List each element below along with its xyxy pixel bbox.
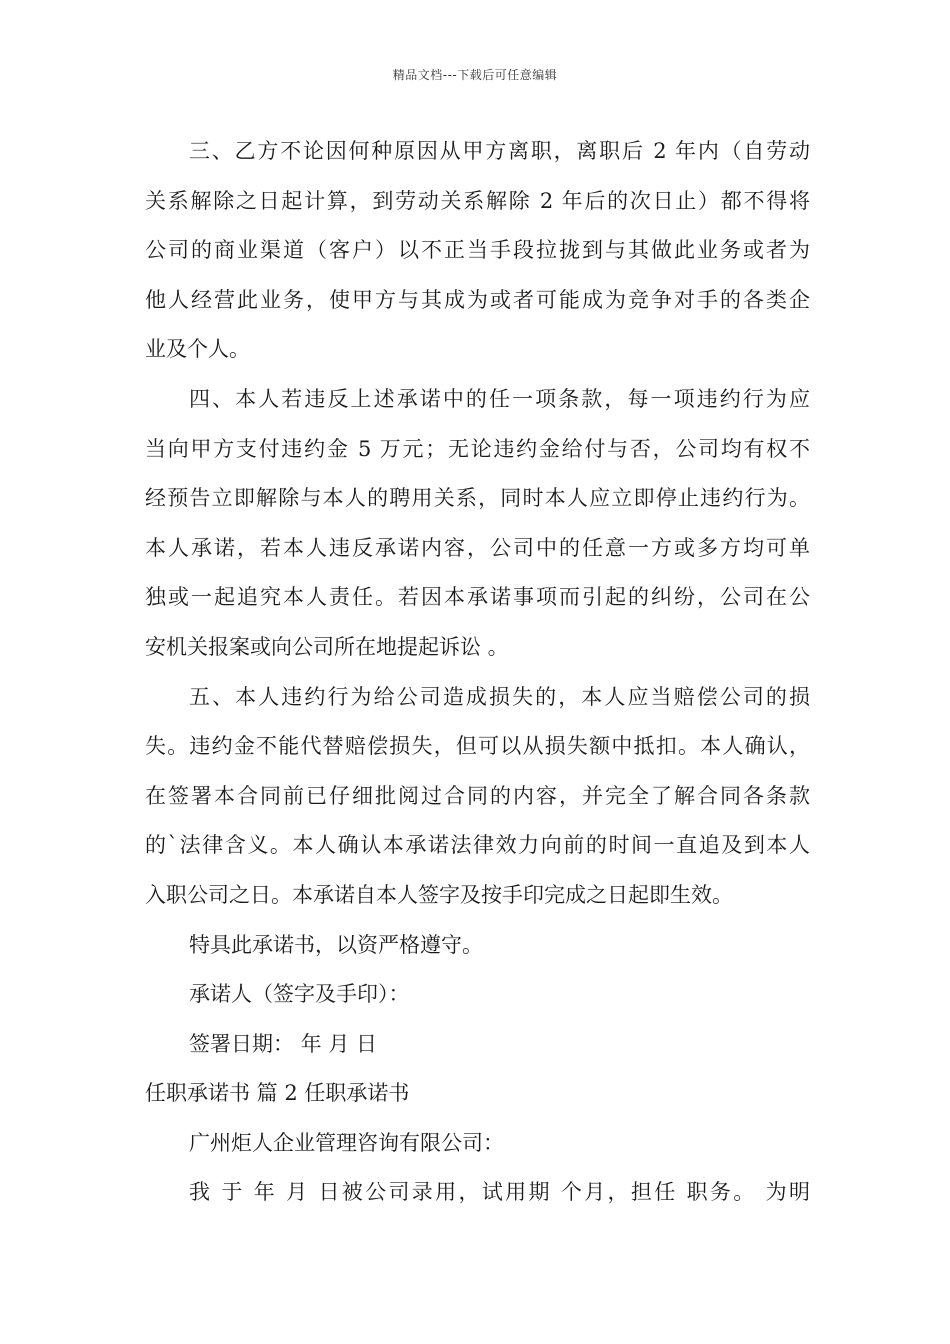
page-header: 精品文档---下载后可任意编辑 [392, 68, 558, 82]
clause-4-line-1: 四、本人若违反上述承诺中的任一项条款，每一项违约行为应 [189, 386, 810, 411]
clause-5-line-1: 五、本人违约行为给公司造成损失的，本人应当赔偿公司的损 [189, 684, 810, 709]
clause-3-line-5: 业及个人。 [145, 337, 250, 362]
clause-3-line-2: 关系解除之日起计算，到劳动关系解除 2 年后的次日止）都不得将 [145, 188, 810, 213]
clause-4-line-2: 当向甲方支付违约金 5 万元；无论违约金给付与否，公司均有权不 [145, 436, 810, 461]
clause-5-line-3: 在签署本合同前已仔细批阅过合同的内容，并完全了解合同各条款 [145, 783, 810, 808]
closing-statement: 特具此承诺书，以资严格遵守。 [189, 932, 483, 957]
clause-4-line-6: 安机关报案或向公司所在地提起诉讼 。 [145, 634, 509, 659]
promisor-signature-line: 承诺人（签字及手印）： [189, 982, 410, 1007]
addressee-line: 广州炬人企业管理咨询有限公司： [189, 1130, 504, 1155]
clause-3-line-3: 公司的商业渠道（客户）以不正当手段拉拢到与其做此业务或者为 [145, 238, 810, 263]
clause-5-line-2: 失。违约金不能代替赔偿损失，但可以从损失额中抵扣。本人确认， [145, 734, 810, 759]
document-body [145, 127, 810, 1218]
clause-3-line-1: 三、乙方不论因何种原因从甲方离职，离职后 2 年内（自劳动 [189, 139, 810, 163]
clause-4-line-5: 独或一起追究本人责任。若因本承诺事项而引起的纠纷，公司在公 [145, 585, 810, 610]
signing-date-line: 签署日期： 年 月 日 [189, 1031, 378, 1056]
section-title: 任职承诺书 篇 2 任职承诺书 [145, 1081, 410, 1106]
body-first-line: 我 于 年 月 日被公司录用，试用期 个月，担任 职务。 为明 [189, 1180, 810, 1205]
clause-5-line-4: 的`法律含义。本人确认本承诺法律效力向前的时间一直追及到本人 [145, 833, 810, 858]
clause-5-line-5: 入职公司之日。本承诺自本人签字及按手印完成之日起即生效。 [145, 882, 733, 907]
clause-3-line-4: 他人经营此业务，使甲方与其成为或者可能成为竞争对手的各类企 [145, 287, 810, 312]
clause-4-line-3: 经预告立即解除与本人的聘用关系，同时本人应立即停止违约行为。 [145, 486, 810, 511]
clause-4-line-4: 本人承诺，若本人违反承诺内容，公司中的任意一方或多方均可单 [145, 535, 810, 560]
